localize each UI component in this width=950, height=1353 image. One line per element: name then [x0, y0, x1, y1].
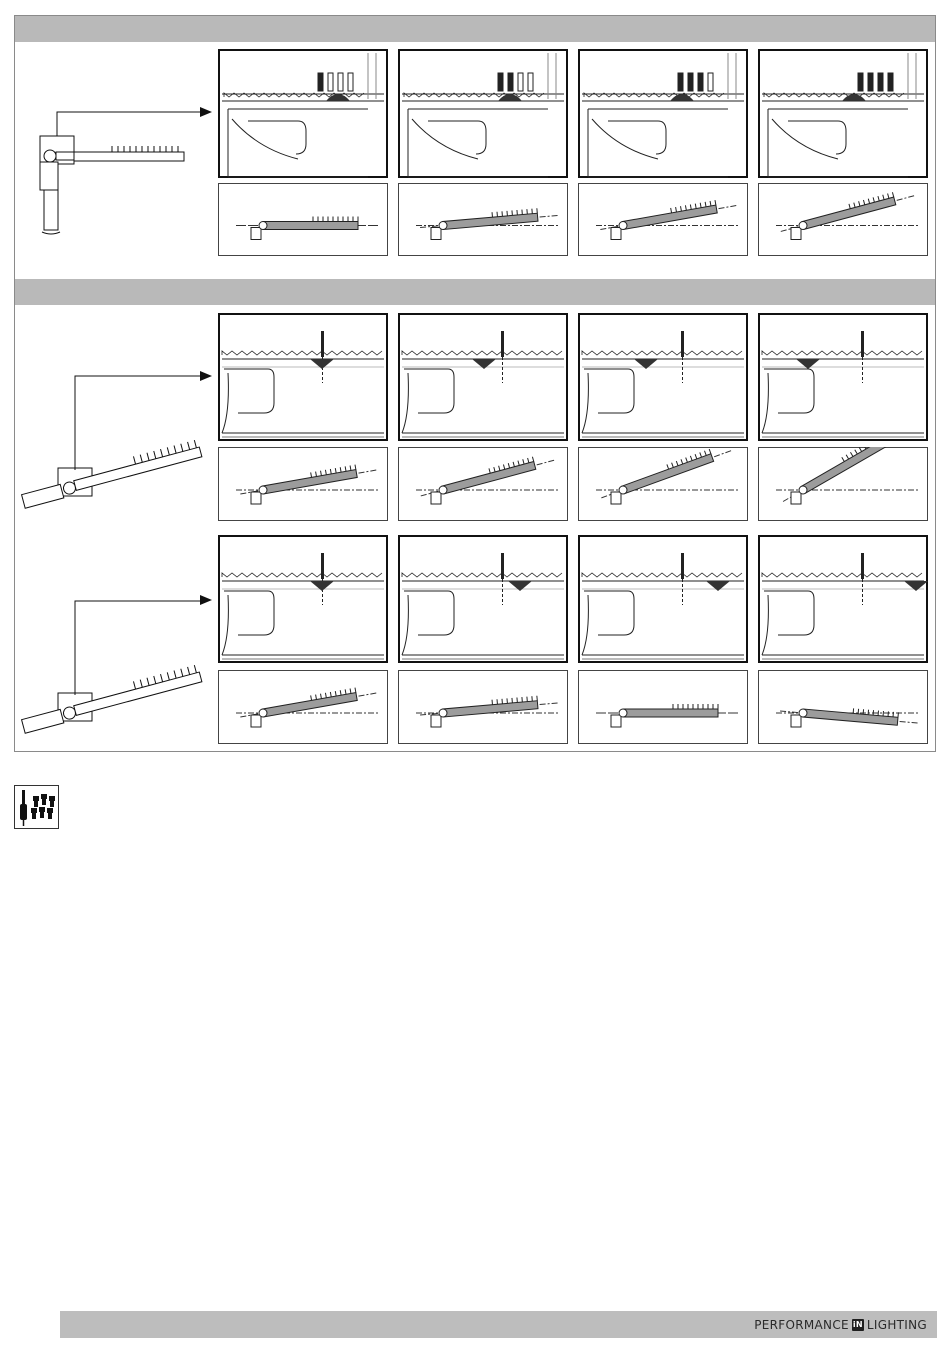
detail-zoom-panel — [398, 535, 568, 663]
detail-zoom-panel — [218, 49, 388, 178]
section-header-band-1 — [15, 16, 935, 42]
screwdriver-and-bolts-icon — [14, 785, 59, 829]
section-header-band-2 — [15, 279, 935, 305]
detail-zoom-panel — [218, 535, 388, 663]
arrow-right-icon — [196, 593, 216, 607]
tilt-orientation-panel — [758, 670, 928, 744]
tilt-orientation-panel — [218, 183, 388, 256]
brand-mark: iN — [852, 1319, 863, 1329]
detail-zoom-panel — [578, 49, 748, 178]
detail-zoom-panel — [218, 313, 388, 441]
tilt-orientation-panel — [398, 447, 568, 521]
pole-top-luminaire-overview-2 — [20, 595, 220, 745]
tilt-orientation-panel — [758, 447, 928, 521]
tilt-orientation-panel — [578, 447, 748, 521]
detail-zoom-panel — [758, 535, 928, 663]
wall-bracket-luminaire-overview — [20, 110, 220, 250]
detail-zoom-panel — [578, 535, 748, 663]
detail-zoom-panel — [578, 313, 748, 441]
brand-text-right: LIGHTING — [866, 1317, 927, 1332]
tilt-orientation-panel — [218, 447, 388, 521]
arrow-right-icon — [196, 369, 216, 383]
arrow-right-icon — [196, 105, 216, 119]
tilt-orientation-panel — [398, 670, 568, 744]
tilt-orientation-panel — [578, 183, 748, 256]
tilt-orientation-panel — [758, 183, 928, 256]
detail-zoom-panel — [398, 49, 568, 178]
detail-zoom-panel — [758, 49, 928, 178]
tilt-orientation-panel — [398, 183, 568, 256]
footer-bar — [60, 1311, 937, 1338]
pole-top-luminaire-overview-1 — [20, 370, 220, 520]
tilt-orientation-panel — [218, 670, 388, 744]
tilt-orientation-panel — [578, 670, 748, 744]
brand-text-left: PERFORMANCE — [754, 1317, 849, 1332]
detail-zoom-panel — [758, 313, 928, 441]
detail-zoom-panel — [398, 313, 568, 441]
brand-logo — [754, 1316, 927, 1333]
